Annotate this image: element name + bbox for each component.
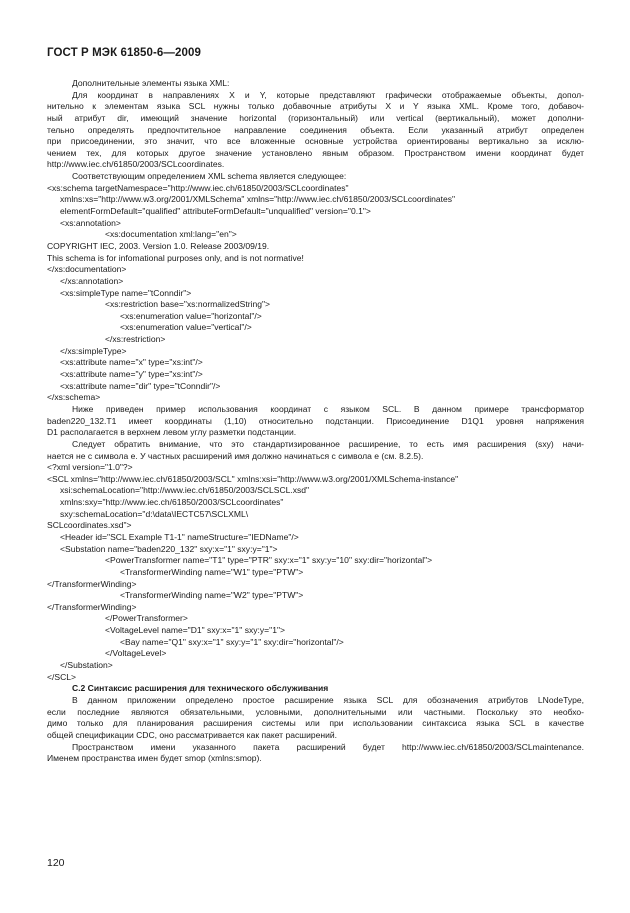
- text-line: Следует обратить внимание, что это стандартизированное расширение, то есть имя расширения (sxy) начи-: [72, 438, 584, 449]
- text-line: Дополнительные элементы языка XML:: [72, 78, 230, 88]
- text-line: <xs:attribute name="dir" type="tConndir"/>: [60, 380, 221, 391]
- text-line: xmlns:sxy="http://www.iec.ch/61850/2003/SCLcoordinates": [60, 497, 284, 508]
- text-line: <PowerTransformer name="T1" type="PTR" sxy:x="1" sxy:y="10" sxy:dir="horizontal">: [105, 555, 433, 566]
- text-line: </SCL>: [47, 671, 76, 682]
- text-line: при присоединении, это значит, что все вложенные основные устройства ориентированы вертикально за исклю-: [47, 136, 584, 147]
- text-line: Для координат в направлениях X и Y, которые представляют графически отображаемые объекты, допол-: [72, 89, 584, 100]
- text-line: elementFormDefault="qualified" attributeFormDefault="unqualified" version="0.1">: [60, 206, 371, 217]
- text-line: <xs:attribute name="x" type="xs:int"/>: [60, 357, 203, 368]
- text-line: xsi:schemaLocation="http://www.iec.ch/61850/2003/SCLSCL.xsd": [60, 485, 310, 496]
- text-line: <?xml version="1.0"?>: [47, 462, 133, 473]
- text-line: нительно к элементам языка SCL нужны только добавочные атрибуты X и Y языка XML. Кроме того, добавоч-: [47, 101, 584, 112]
- text-line: <VoltageLevel name="D1" sxy:x="1" sxy:y="1">: [105, 625, 285, 636]
- text-line: </TransformerWinding>: [47, 578, 137, 589]
- text-line: <TransformerWinding name="W1" type="PTW">: [120, 566, 304, 577]
- text-line: <xs:schema targetNamespace="http://www.iec.ch/61850/2003/SCLcoordinates": [47, 182, 349, 193]
- text-line: <Header id="SCL Example T1-1" nameStructure="IEDName"/>: [60, 531, 299, 542]
- text-line: COPYRIGHT IEC, 2003. Version 1.0. Release 2003/09/19.: [47, 240, 270, 251]
- text-line: <xs:enumeration value="horizontal"/>: [120, 310, 262, 321]
- text-line: тельно определять предпочтительное направление соединения объекта. Если указанный атрибут определен: [47, 124, 584, 135]
- text-line: </xs:annotation>: [60, 275, 124, 286]
- text-line: SCLcoordinates.xsd">: [47, 520, 132, 531]
- text-line: Пространством имени указанного пакета расширений будет http://www.iec.ch/61850/2003/SCLmaintenance.: [72, 741, 584, 752]
- page-number: 120: [47, 857, 65, 869]
- text-line: sxy:schemaLocation="d:\data\IECTC57\SCLXML\: [60, 508, 249, 519]
- text-line: нается не с символа е. У частных расширений имя должно начинаться с символа е (см. 8.2.5).: [47, 450, 424, 461]
- text-line: This schema is for infomational purposes only, and is not normative!: [47, 252, 304, 263]
- text-line: </xs:simpleType>: [60, 345, 127, 356]
- text-line: </xs:documentation>: [47, 264, 127, 275]
- text-line: <Substation name="baden220_132" sxy:x="1" sxy:y="1">: [60, 543, 278, 554]
- document-body: [47, 78, 584, 765]
- text-line: </VoltageLevel>: [105, 648, 167, 659]
- text-line: <xs:documentation xml:lang="en">: [105, 229, 237, 240]
- text-line: <xs:enumeration value="vertical"/>: [120, 322, 252, 333]
- text-line: baden220_132.T1 имеет координаты (1,10) относительно подстанции. Присоединение D1Q1 уровня напряжения: [47, 415, 584, 426]
- text-line: Именем пространства имен будет smop (xmlns:smop).: [47, 753, 262, 764]
- text-line: </Substation>: [60, 660, 113, 671]
- text-line: димо только для планирования расширения системы или при использовании синтаксиса языка SCL в качестве: [47, 718, 584, 729]
- text-line: http://www.iec.ch/61850/2003/SCLcoordinates.: [47, 159, 225, 170]
- text-line: <SCL xmlns="http://www.iec.ch/61850/2003/SCL" xmlns:xsi="http://www.w3.org/2001/XMLSchema-instance": [47, 473, 459, 484]
- text-line: </xs:restriction>: [105, 334, 166, 345]
- text-line: </PowerTransformer>: [105, 613, 188, 624]
- text-line: <xs:attribute name="y" type="xs:int"/>: [60, 369, 203, 380]
- text-line: <xs:simpleType name="tConndir">: [60, 287, 192, 298]
- text-line: если последние являются обязательными, условными, дополнительными или частными. Поскольку это необхо-: [47, 706, 584, 717]
- text-line: <TransformerWinding name="W2" type="PTW">: [120, 590, 304, 601]
- text-line: </xs:schema>: [47, 392, 101, 403]
- text-line: ный атрибут dir, имеющий значение horizontal (горизонтальный) или vertical (вертикальный), может дополни-: [47, 112, 584, 123]
- text-line: чением тех, для которых другое значение установлено явным образом. Пространством имени координат будет: [47, 147, 584, 158]
- document-header: ГОСТ Р МЭК 61850-6—2009: [47, 47, 201, 59]
- text-line: <Bay name="Q1" sxy:x="1" sxy:y="1" sxy:dir="horizontal"/>: [120, 636, 344, 647]
- text-line: xmlns:xs="http://www.w3.org/2001/XMLSchema" xmlns="http://www.iec.ch/61850/2003/SCLcoordinates": [60, 194, 456, 205]
- text-line: <xs:annotation>: [60, 217, 121, 228]
- text-line: <xs:restriction base="xs:normalizedString">: [105, 299, 270, 310]
- text-line: C.2 Синтаксис расширения для технического обслуживания: [72, 683, 329, 694]
- text-line: Ниже приведен пример использования координат с языком SCL. В данном примере трансформатор: [72, 403, 584, 414]
- text-line: общей спецификации CDC, оно рассматривается как пакет расширений.: [47, 729, 338, 740]
- text-line: В данном приложении определено простое расширение языка SCL для обозначения атрибутов LNodeType,: [72, 694, 584, 705]
- text-line: </TransformerWinding>: [47, 601, 137, 612]
- text-line: D1 располагается в верхнем левом углу разметки подстанции.: [47, 427, 297, 438]
- text-line: Соответствующим определением XML schema является следующее:: [72, 171, 347, 182]
